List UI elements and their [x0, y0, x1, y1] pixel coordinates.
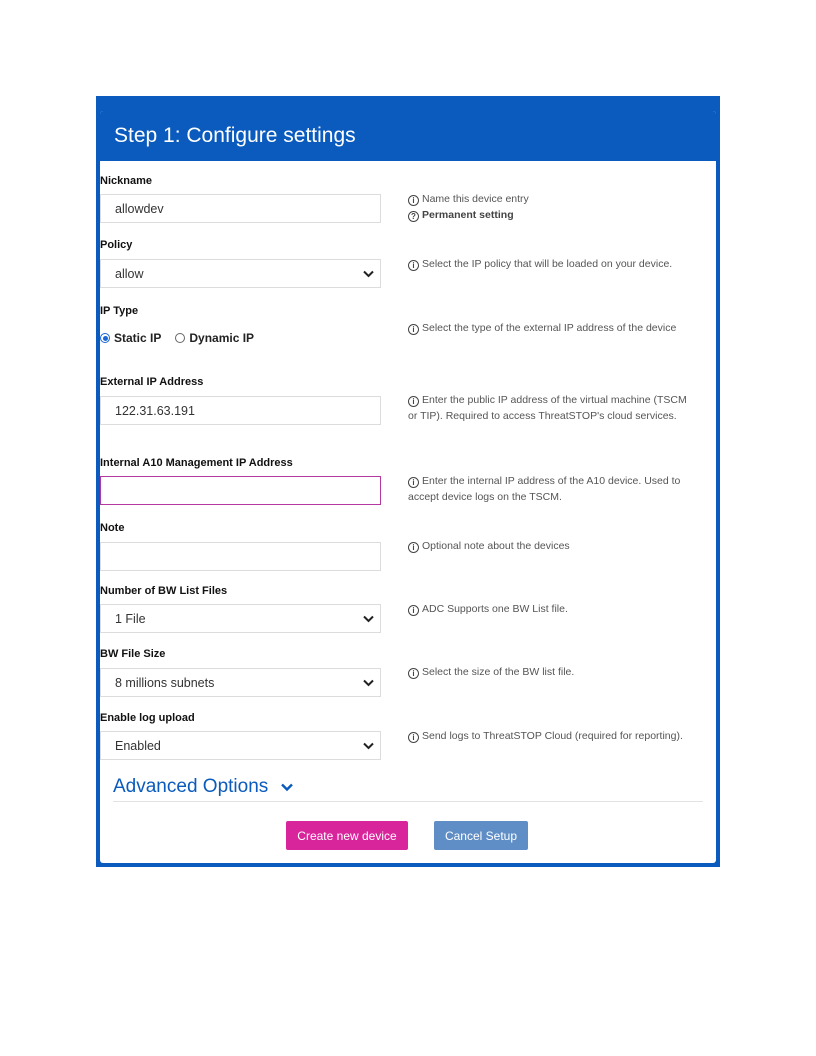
dynamic-ip-label[interactable]: Dynamic IP [189, 331, 255, 345]
static-ip-label[interactable]: Static IP [114, 331, 162, 345]
note-label: Note [100, 522, 125, 534]
bw-files-select[interactable] [100, 604, 381, 633]
chevron-down-icon [362, 739, 375, 752]
chevron-down-icon [362, 267, 375, 280]
advanced-options-toggle[interactable] [113, 776, 294, 798]
nickname-value: allowdev [115, 201, 164, 216]
policy-help: i Select the IP policy that will be loaded on your device. [408, 257, 693, 273]
ip-type-help: i Select the type of the external IP address of the device [408, 321, 693, 337]
bw-size-select[interactable] [100, 668, 381, 697]
note-help: i Optional note about the devices [408, 539, 693, 555]
log-upload-value: Enabled [115, 738, 161, 753]
external-ip-input[interactable] [100, 396, 381, 425]
info-icon: i [408, 396, 419, 407]
bw-size-label: BW File Size [100, 648, 166, 660]
log-upload-help: i Send logs to ThreatSTOP Cloud (required for reporting). [408, 729, 693, 745]
info-icon: i [408, 260, 419, 271]
info-icon: i [408, 732, 419, 743]
policy-label: Policy [100, 239, 133, 251]
external-ip-value: 122.31.63.191 [115, 403, 195, 418]
divider [113, 801, 703, 802]
info-icon: i [408, 542, 419, 553]
permanent-setting-note: Permanent setting [422, 208, 514, 221]
internal-ip-input[interactable] [100, 476, 381, 505]
chevron-down-icon [362, 676, 375, 689]
bw-files-label: Number of BW List Files [100, 585, 228, 597]
bw-size-help: i Select the size of the BW list file. [408, 665, 693, 681]
ip-type-radio-group [100, 331, 254, 345]
bw-files-value: 1 File [115, 611, 146, 626]
ip-type-label: IP Type [100, 305, 139, 317]
setup-panel [96, 96, 720, 867]
setup-card [100, 111, 716, 863]
bw-size-value: 8 millions subnets [115, 675, 215, 690]
policy-value: allow [115, 266, 144, 281]
chevron-down-icon [280, 780, 294, 794]
bw-files-help: i ADC Supports one BW List file. [408, 602, 693, 618]
nickname-input[interactable] [100, 194, 381, 223]
page-title: Step 1: Configure settings [114, 124, 356, 147]
info-icon: i [408, 668, 419, 679]
nickname-label: Nickname [100, 175, 152, 187]
create-device-button[interactable]: Create new device [286, 821, 408, 850]
info-icon: i [408, 477, 419, 488]
panel-header [100, 111, 716, 161]
chevron-down-icon [362, 612, 375, 625]
external-ip-label: External IP Address [100, 376, 204, 388]
info-icon: i [408, 324, 419, 335]
info-icon: i [408, 605, 419, 616]
log-upload-label: Enable log upload [100, 712, 195, 724]
note-input[interactable] [100, 542, 381, 571]
log-upload-select[interactable] [100, 731, 381, 760]
internal-ip-label: Internal A10 Management IP Address [100, 457, 293, 469]
internal-ip-help: i Enter the internal IP address of the A10 device. Used to accept device logs on the TSCM. [408, 475, 681, 503]
info-icon: i [408, 195, 419, 206]
dynamic-ip-radio[interactable] [175, 333, 185, 343]
question-icon[interactable]: ? [408, 211, 419, 222]
static-ip-radio[interactable] [100, 333, 110, 343]
advanced-options-label: Advanced Options [113, 776, 269, 797]
cancel-setup-button[interactable]: Cancel Setup [434, 821, 528, 850]
external-ip-help: i Enter the public IP address of the virtual machine (TSCM or TIP). Required to access ThreatSTOP's cloud services. [408, 394, 687, 422]
policy-select[interactable] [100, 259, 381, 288]
nickname-help: i Name this device entry ? Permanent setting [408, 192, 693, 223]
